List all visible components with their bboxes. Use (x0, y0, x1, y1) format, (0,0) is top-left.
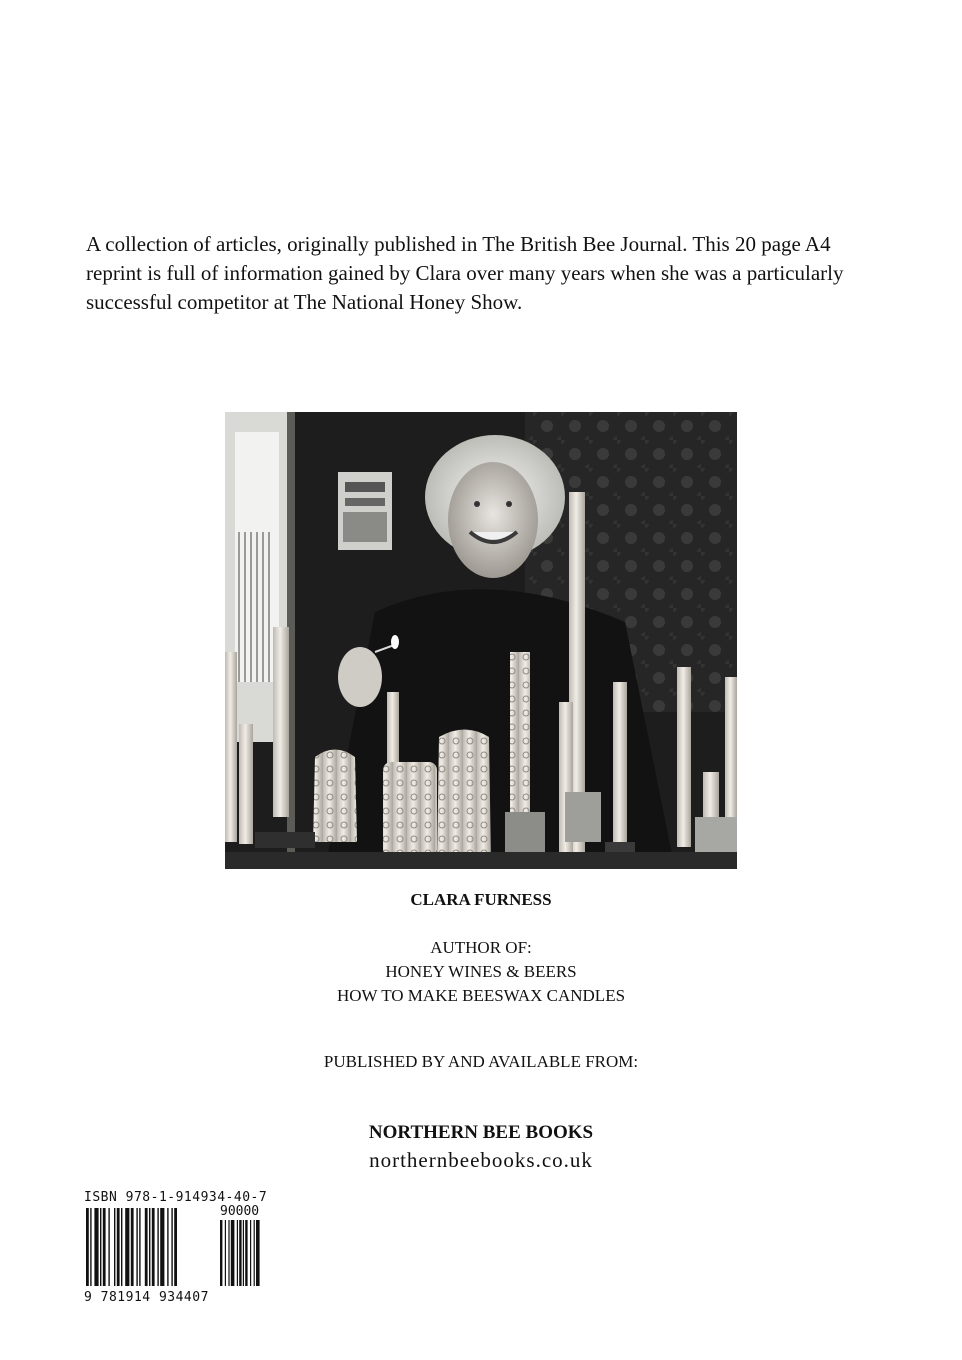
author-photo (225, 412, 737, 869)
author-of-heading: AUTHOR OF: (430, 938, 532, 957)
publisher-url: northernbeebooks.co.uk (369, 1148, 593, 1172)
book-title: HOW TO MAKE BEESWAX CANDLES (336, 986, 626, 1005)
publisher-intro: PUBLISHED BY AND AVAILABLE FROM: (323, 1052, 639, 1071)
author-name: CLARA FURNESS (410, 890, 552, 909)
publisher-name: NORTHERN BEE BOOKS (368, 1122, 594, 1143)
price-code: 90000 (220, 1204, 260, 1219)
isbn-barcode (84, 1190, 280, 1316)
ean-digits: 9 781914 934407 (84, 1290, 209, 1305)
barcode-bars (84, 1204, 280, 1290)
author-of-block (0, 936, 962, 1008)
book-title: HONEY WINES & BEERS (385, 962, 577, 981)
isbn-label: ISBN 978-1-914934-40-7 (84, 1190, 268, 1205)
blurb-text: A collection of articles, originally published in The British Bee Journal. This 20 page A4 reprint is full of information gained by Clara over many years when she was a particularly successful competitor at The National Honey Show. (86, 232, 844, 314)
